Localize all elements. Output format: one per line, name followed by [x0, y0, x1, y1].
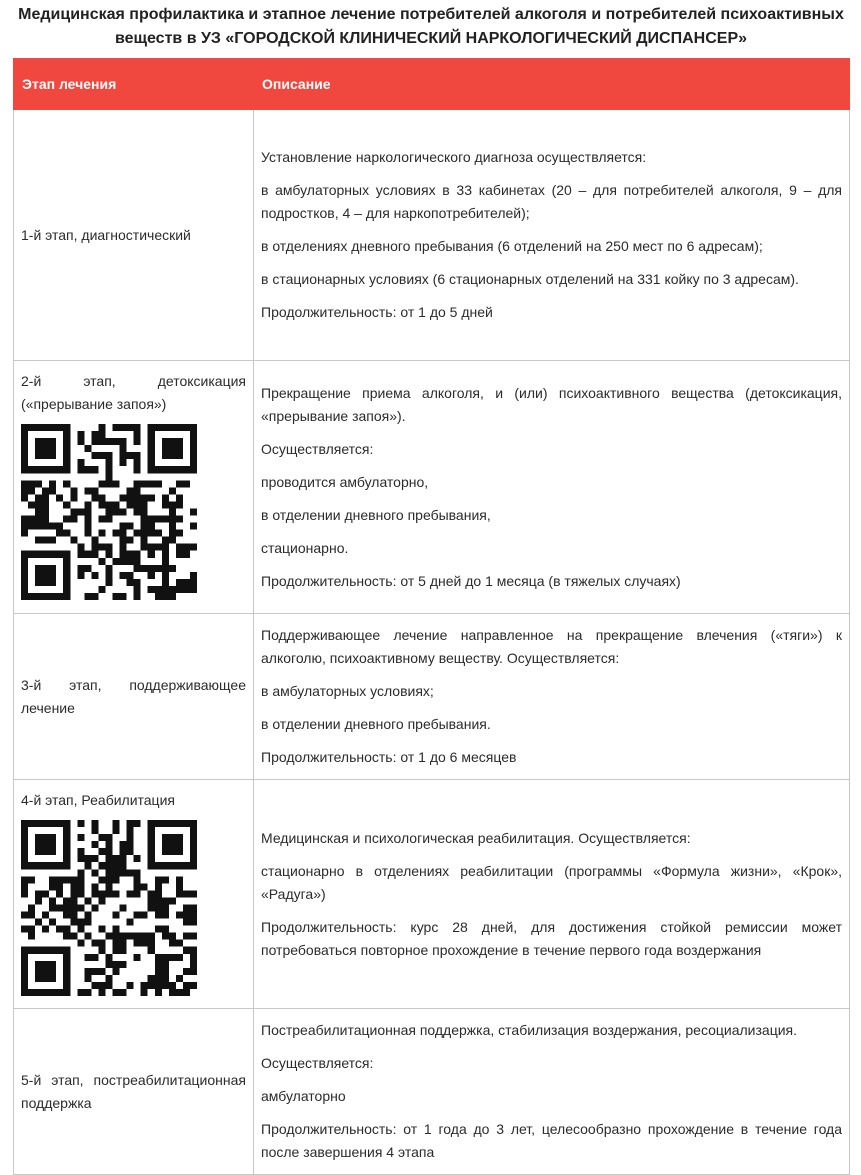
description-line: в отделении дневного пребывания,: [261, 506, 491, 523]
table-row: [14, 361, 850, 614]
description-line: в стационарных условиях (6 стационарных отделений на 331 койку по 3 адресам).: [261, 271, 799, 287]
description-line: в отделении дневного пребывания.: [261, 716, 491, 732]
description-line: Медицинская и психологическая реабилитация. Осуществляется:: [261, 829, 691, 846]
description-line: Продолжительность: от 5 дней до 1 месяца (в тяжелых случаях): [261, 572, 681, 589]
description-line: стационарно.: [261, 539, 349, 556]
stage-label: 2-й этап, детоксикация («прерывание запоя»): [21, 373, 246, 412]
description-cell: [254, 780, 850, 1009]
description-line: Продолжительность: от 1 года до 3 лет, целесообразно прохождение в течение года после завершения 4 этапа: [261, 1121, 842, 1160]
stage-cell: [14, 361, 254, 614]
stage-cell: [14, 780, 254, 1009]
description-line: проводится амбулаторно,: [261, 473, 429, 490]
table-header-row: [14, 59, 850, 110]
table-row: [14, 614, 850, 780]
description-line: Поддерживающее лечение направленное на прекращение влечения («тяги») к алкоголю, психоактивному веществу. Осуществляется:: [261, 627, 842, 666]
description-cell: [254, 361, 850, 614]
header-stage: Этап лечения: [14, 59, 254, 110]
description-line: Осуществляется:: [261, 1055, 374, 1071]
description-line: Продолжительность: курс 28 дней, для достижения стойкой ремиссии может потребоваться повторное прохождение в течение первого года воздержания: [261, 918, 842, 958]
qr-code-icon[interactable]: [21, 424, 197, 600]
header-description: Описание: [254, 59, 850, 110]
table-row: [14, 110, 850, 361]
description-line: Постреабилитационная поддержка, стабилизация воздержания, ресоциализация.: [261, 1022, 798, 1038]
description-cell: [254, 110, 850, 361]
description-line: Продолжительность: от 1 до 6 месяцев: [261, 749, 517, 765]
stage-label: 4-й этап, Реабилитация: [21, 792, 175, 808]
description-line: Продолжительность: от 1 до 5 дней: [261, 304, 493, 320]
description-cell: [254, 1009, 850, 1175]
table-row: [14, 1009, 850, 1175]
description-line: стационарно в отделениях реабилитации (программы «Формула жизни», «Крок», «Радуга»): [261, 862, 842, 902]
table-row: [14, 780, 850, 1009]
description-line: в отделениях дневного пребывания (6 отделений на 250 мест по 6 адресам);: [261, 238, 763, 254]
description-line: Осуществляется:: [261, 440, 374, 457]
qr-code-icon[interactable]: [21, 820, 197, 996]
stage-cell: 5-й этап, постреабилитационная поддержка: [14, 1009, 254, 1175]
stage-cell: 3-й этап, поддерживающее лечение: [14, 614, 254, 780]
description-line: Установление наркологического диагноза осуществляется:: [261, 149, 647, 165]
description-line: в амбулаторных условиях;: [261, 683, 434, 699]
description-cell: [254, 614, 850, 780]
description-line: Прекращение приема алкоголя, и (или) психоактивного вещества (детоксикация, «прерывание запоя»).: [261, 384, 842, 424]
stage-cell: 1-й этап, диагностический: [14, 110, 254, 361]
page-title: Медицинская профилактика и этапное лечение потребителей алкоголя и потребителей психоактивных веществ в УЗ «ГОРОДСКОЙ КЛИНИЧЕСКИЙ НАРКОЛОГИЧЕСКИЙ ДИСПАНСЕР»: [18, 6, 844, 47]
description-line: амбулаторно: [261, 1088, 346, 1104]
treatment-stages-table: [13, 58, 850, 1175]
description-line: в амбулаторных условиях в 33 кабинетах (20 – для потребителей алкоголя, 9 – для подростков, 4 – для наркопотребителей);: [261, 182, 842, 221]
